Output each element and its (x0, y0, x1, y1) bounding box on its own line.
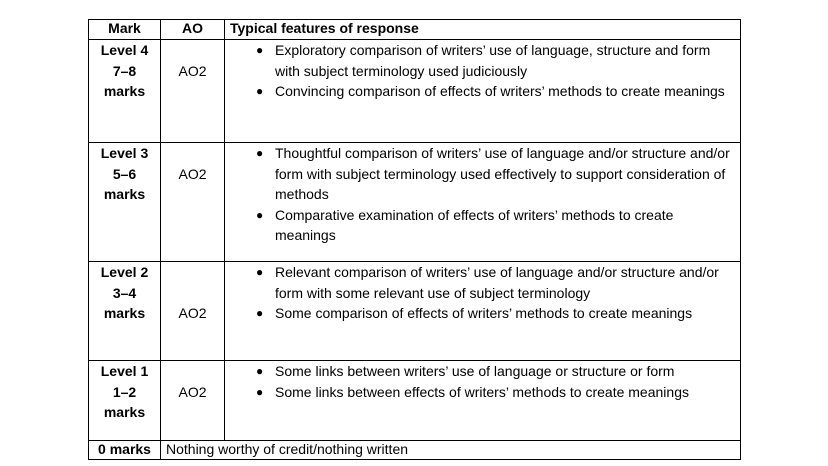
mark-range: 5–6 (112, 165, 137, 182)
ao-cell (161, 40, 225, 143)
mark-unit: marks (103, 186, 146, 202)
list-item (225, 205, 740, 246)
level-label: Level 4 (100, 42, 149, 58)
mark-cell (89, 40, 161, 143)
mark-range: 1–2 (112, 383, 137, 400)
features-cell (225, 143, 741, 262)
feature-text: Relevant comparison of writers’ use of language and/or structure and/or form with some relevant use of subject terminology (275, 264, 719, 301)
ao-cell (161, 262, 225, 361)
table-row-level-3 (89, 143, 741, 262)
bullet-icon: ● (256, 84, 264, 98)
features-list (225, 40, 740, 102)
feature-text: Thoughtful comparison of writers’ use of language and/or structure and/or form with subject terminology used effectively to support consideration of methods (275, 145, 730, 202)
ao-value: AO2 (178, 383, 207, 400)
ao-value: AO2 (178, 62, 207, 79)
features-list (225, 143, 740, 246)
level-label: Level 1 (100, 363, 149, 379)
zero-text-cell: Nothing worthy of credit/nothing written (161, 441, 741, 460)
list-item (225, 361, 740, 382)
mark-range: 7–8 (112, 62, 137, 79)
ao-cell (161, 361, 225, 441)
feature-text: Some links between writers’ use of language or structure or form (275, 363, 675, 379)
feature-text: Some comparison of effects of writers’ methods to create meanings (275, 305, 693, 321)
mark-unit: marks (103, 305, 146, 321)
ao-value: AO2 (178, 165, 207, 182)
table-row-level-1 (89, 361, 741, 441)
list-item (225, 81, 740, 102)
list-item (225, 382, 740, 403)
list-item (225, 303, 740, 324)
header-features: Typical features of response (225, 20, 741, 40)
table-row-level-2 (89, 262, 741, 361)
features-list (225, 361, 740, 402)
feature-text: Convincing comparison of effects of writers’ methods to create meanings (275, 83, 725, 99)
feature-text: Exploratory comparison of writers’ use of language, structure and form with subject terminology used judiciously (275, 42, 711, 79)
table-row-level-4 (89, 40, 741, 143)
level-label: Level 2 (100, 264, 149, 280)
bullet-icon: ● (256, 207, 264, 222)
feature-text: Some links between effects of writers’ methods to create meanings (275, 383, 689, 400)
zero-mark-cell: 0 marks (89, 441, 161, 460)
mark-cell (89, 262, 161, 361)
mark-cell (89, 143, 161, 262)
table-row-zero-marks (89, 441, 741, 460)
bullet-icon: ● (256, 43, 264, 57)
feature-text: Comparative examination of effects of writers’ methods to create meanings (275, 206, 674, 243)
list-item (225, 262, 740, 303)
list-item (225, 40, 740, 81)
bullet-icon: ● (256, 146, 264, 160)
features-list (225, 262, 740, 324)
bullet-icon: ● (256, 384, 264, 399)
features-cell (225, 262, 741, 361)
ao-cell (161, 143, 225, 262)
mark-scheme-table (88, 19, 741, 460)
mark-range: 3–4 (112, 284, 137, 301)
bullet-icon: ● (256, 265, 264, 279)
mark-cell (89, 361, 161, 441)
bullet-icon: ● (256, 364, 264, 378)
header-mark: Mark (89, 20, 161, 40)
list-item (225, 143, 740, 205)
features-cell (225, 40, 741, 143)
header-ao: AO (161, 20, 225, 40)
ao-value: AO2 (178, 305, 207, 321)
header-row (89, 20, 741, 40)
bullet-icon: ● (256, 306, 264, 320)
features-cell (225, 361, 741, 441)
level-label: Level 3 (100, 145, 149, 161)
mark-unit: marks (103, 83, 146, 99)
mark-unit: marks (103, 404, 146, 420)
